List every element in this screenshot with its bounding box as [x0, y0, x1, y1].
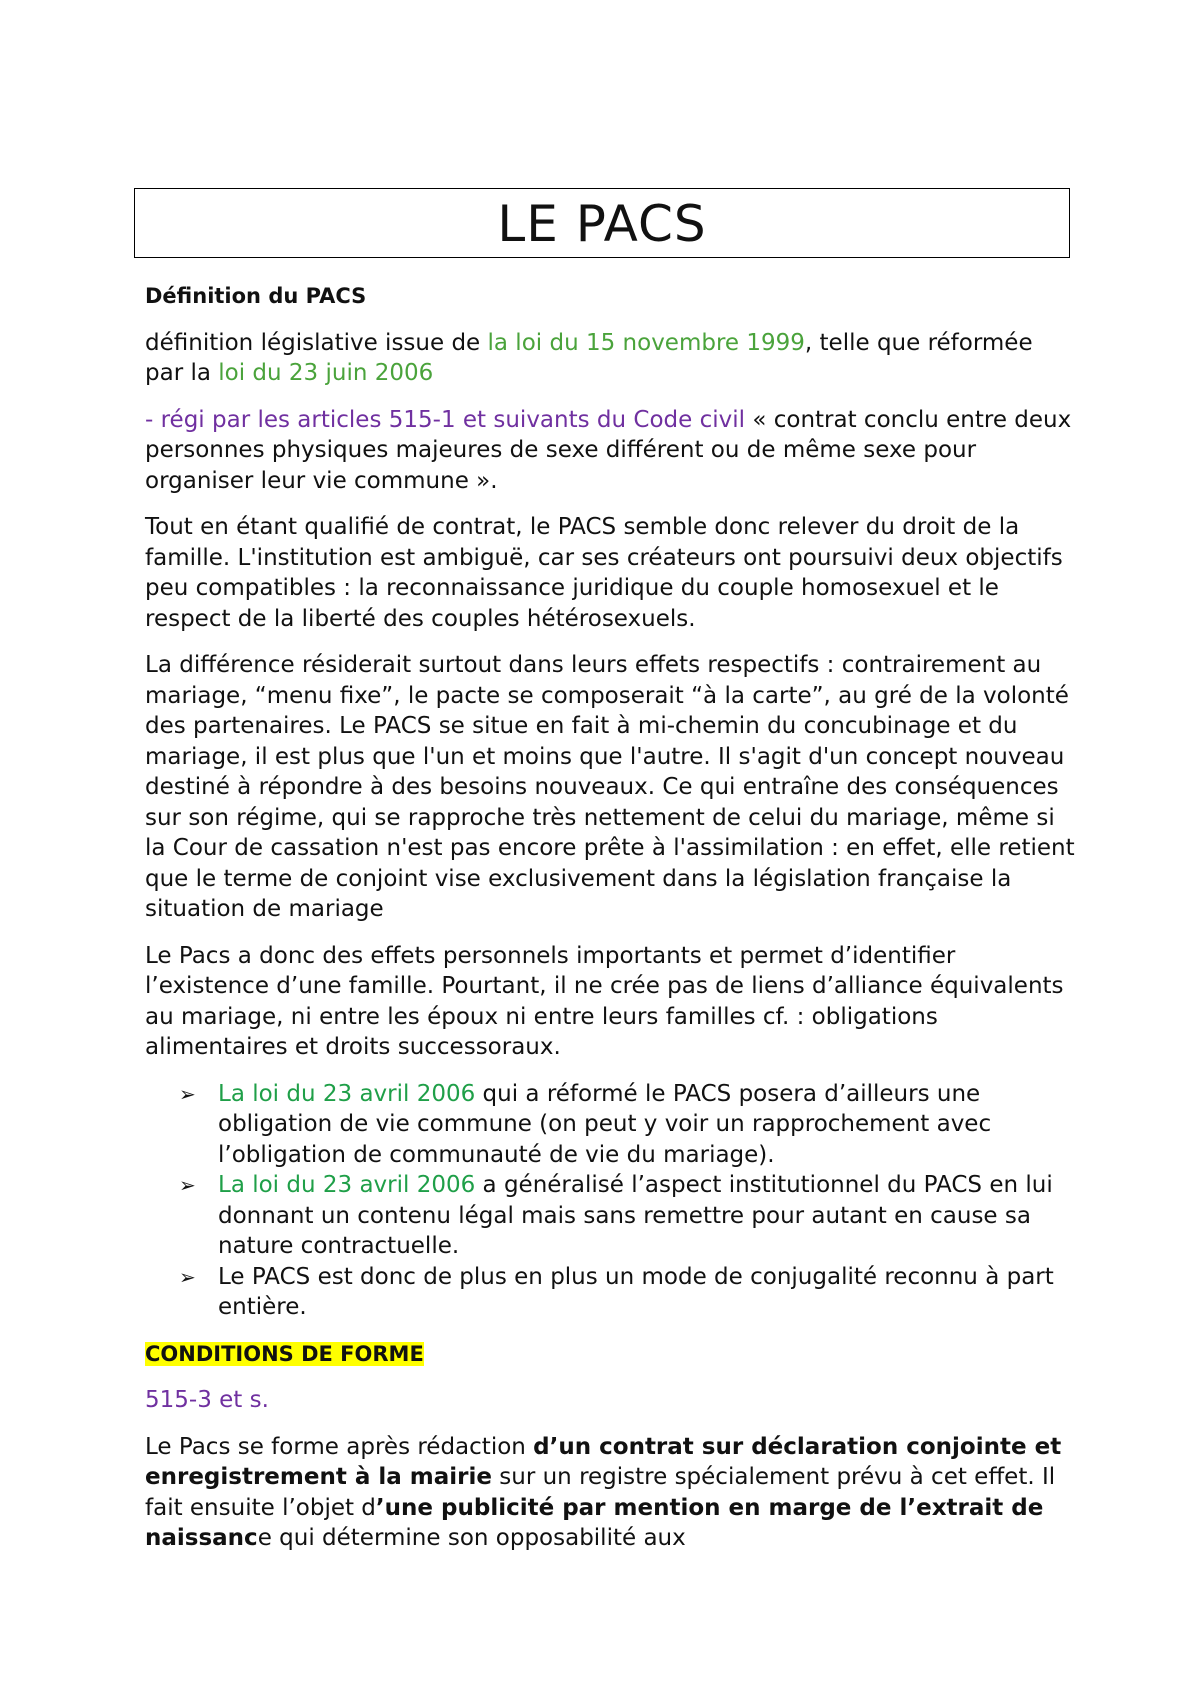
- paragraph-definition-legal: [145, 328, 1075, 389]
- text-fragment: « contrat conclu entre deux personnes physiques majeures de sexe différent ou de même sexe pour organiser leur vie commune ».: [145, 406, 1072, 494]
- arrow-bullet-icon: ➢: [179, 1264, 196, 1289]
- bold-fragment: d’un contrat sur déclaration conjointe et enregistrement à la mairie: [145, 1433, 1062, 1490]
- list-item: [145, 1079, 1075, 1171]
- text-fragment: a généralisé l’aspect institutionnel du PACS en lui donnant un contenu légal mais sans remettre pour autant en cause sa nature contractuelle.: [218, 1172, 1053, 1259]
- paragraph-difference: La différence résiderait surtout dans leurs effets respectifs : contrairement au mariage, “menu fixe”, le pacte se composerait “à la carte”, au gré de la volonté des partenaires. Le PACS se situe en fait à mi-chemin du concubinage et du mariage, il est plus que l'un et moins que l'autre. Il s'agit d'un concept nouveau destiné à répondre à des besoins nouveaux. Ce qui entraîne des conséquences sur son régime, qui se rapproche très nettement de celui du mariage, même si la Cour de cassation n'est pas encore prête à l'assimilation : en effet, elle retient que le terme de conjoint vise exclusivement dans la législation française la situation de mariage: [145, 652, 1075, 922]
- text-fragment: Le Pacs se forme après rédaction: [145, 1433, 534, 1460]
- bold-fragment: ’une publicité par mention en marge de l’extrait de naissanc: [145, 1494, 1044, 1551]
- paragraph-qualification: Tout en étant qualifié de contrat, le PACS semble donc relever du droit de la famille. L'institution est ambiguë, car ses créateurs ont poursuivi deux objectifs peu compatibles : la reconnaissance juridique du couple homosexuel et le respect de la liberté des couples hétérosexuels.: [145, 514, 1063, 632]
- list-item: [145, 1170, 1075, 1262]
- paragraph-formation: [145, 1432, 1075, 1554]
- document-body: [145, 281, 1075, 1570]
- law-reference-2006: loi du 23 juin 2006: [218, 360, 434, 386]
- arrow-bullet-icon: ➢: [179, 1173, 196, 1197]
- article-reference: 515-3 et s.: [145, 1387, 269, 1413]
- text-fragment: Le PACS est donc de plus en plus un mode de conjugalité reconnu à part entière.: [218, 1263, 1054, 1320]
- paragraph-effets: Le Pacs a donc des effets personnels importants et permet d’identifier l’existence d’une famille. Pourtant, il ne crée pas de liens d’alliance équivalents au mariage, ni entre les époux ni entre leurs familles cf. : obligations alimentaires et droits successoraux.: [145, 942, 1064, 1060]
- document-title: LE PACS: [134, 188, 1070, 258]
- text-fragment: , telle que réformée par la: [145, 329, 1033, 386]
- text-fragment: définition législative issue de: [145, 329, 488, 356]
- paragraph-code-civil: [145, 405, 1075, 497]
- text-fragment: e qui détermine son opposabilité aux: [257, 1525, 686, 1551]
- bullet-list: [145, 1079, 1075, 1323]
- law-reference-2006-april: La loi du 23 avril 2006: [218, 1080, 476, 1107]
- code-civil-reference: - régi par les articles 515-1 et suivants du Code civil: [145, 406, 746, 433]
- section-heading-conditions: [145, 1339, 1075, 1370]
- law-reference-2006-april: La loi du 23 avril 2006: [218, 1172, 476, 1198]
- highlighted-heading: CONDITIONS DE FORME: [145, 1341, 424, 1366]
- law-reference-1999: la loi du 15 novembre 1999: [487, 329, 805, 356]
- section-heading-definition: Définition du PACS: [145, 284, 367, 308]
- text-fragment: qui a réformé le PACS posera d’ailleurs une obligation de vie commune (on peut y voir un rapprochement avec l’obligation de communauté de vie du mariage).: [218, 1080, 992, 1168]
- arrow-bullet-icon: ➢: [179, 1081, 196, 1106]
- list-item: [145, 1262, 1075, 1323]
- text-fragment: sur un registre spécialement prévu à cet effet. Il fait ensuite l’objet d: [145, 1464, 1056, 1521]
